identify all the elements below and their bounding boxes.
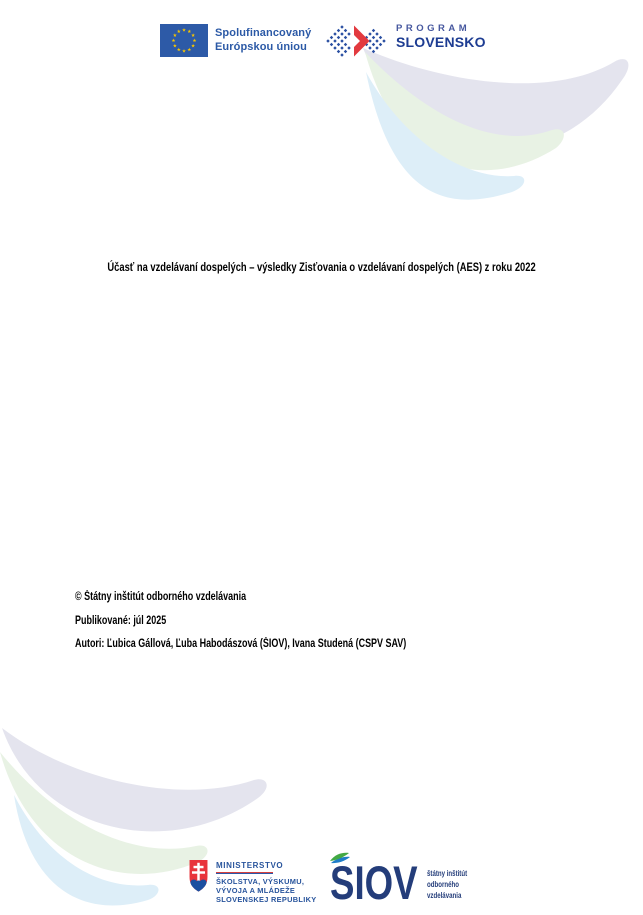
siov-wordmark: SIOV: [330, 856, 418, 909]
siov-name-line2: odborného: [427, 879, 459, 889]
ministry-line2: ŠKOLSTVA, VÝSKUMU,: [216, 876, 305, 886]
siov-name-line1: štátny inštitút: [427, 868, 468, 878]
document-title-row: [0, 260, 643, 274]
program-slovensko-logo: [321, 20, 486, 64]
siov-logo: [329, 851, 499, 911]
ministry-line3: VÝVOJA A MLÁDEŽE: [216, 885, 296, 895]
top-right-swoosh-decoration: [340, 40, 643, 210]
program-logo-line2: SLOVENSKO: [396, 34, 486, 50]
eu-cofunded-logo: [160, 24, 311, 57]
eu-flag-icon: [160, 24, 208, 57]
ministry-line4: SLOVENSKEJ REPUBLIKY: [216, 895, 317, 905]
eu-logo-line1: Spolufinancovaný: [215, 27, 312, 39]
ministry-name: MINISTERSTVO: [216, 861, 284, 870]
program-slovensko-mark-icon: [321, 20, 391, 64]
eu-logo-line2: Európskou úniou: [215, 40, 307, 53]
authors-line: Autori: Ľubica Gállová, Ľuba Habodászová (ŠIOV), Ivana Studená (CSPV SAV): [75, 638, 407, 650]
slovak-coat-of-arms-icon: [188, 859, 209, 893]
copyright-line: © Štátny inštitút odborného vzdelávania: [75, 591, 247, 603]
ministry-logo: [188, 859, 316, 905]
ministry-rule: [216, 872, 273, 874]
document-title: Účasť na vzdelávaní dospelých – výsledky Zisťovania o vzdelávaní dospelých (AES) z roku 2022: [107, 260, 536, 274]
published-line: Publikované: júl 2025: [75, 614, 167, 627]
program-logo-line1: PROGRAM: [396, 23, 471, 34]
siov-name-line3: vzdelávania: [427, 890, 462, 900]
imprint-block: [75, 590, 500, 661]
program-logo-arrow-icon: [354, 26, 370, 57]
